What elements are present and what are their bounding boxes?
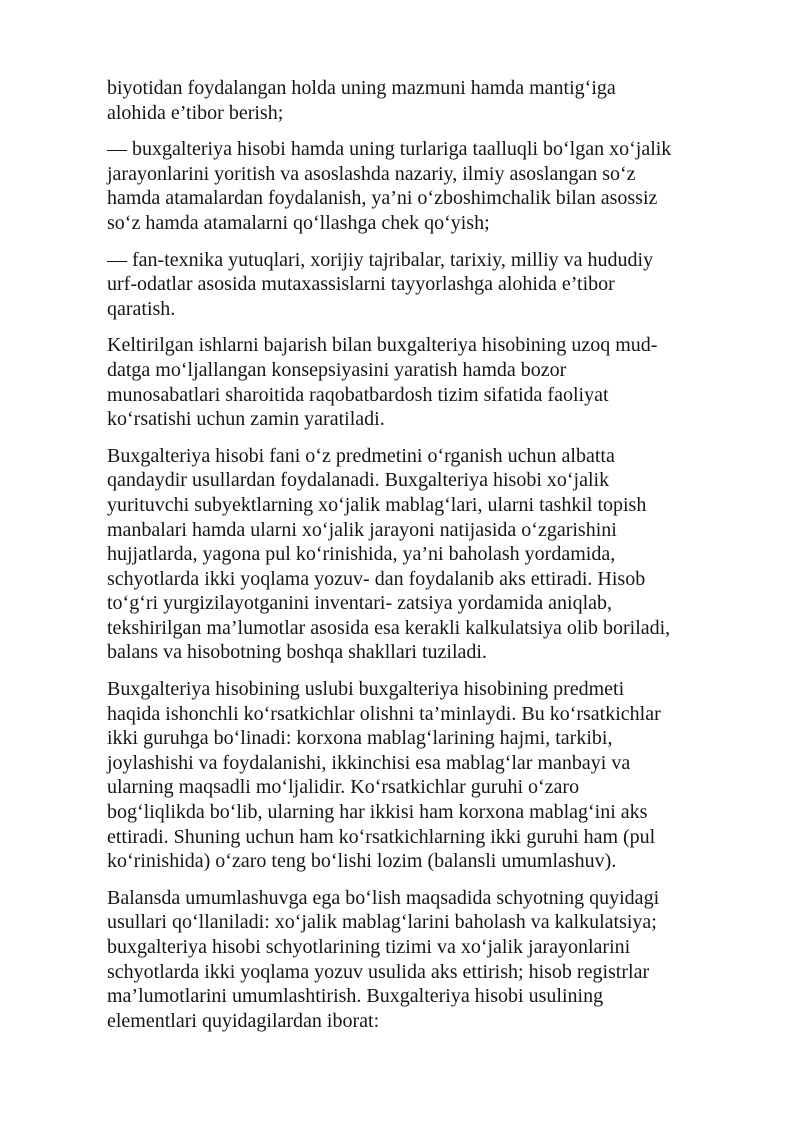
document-page [107, 76, 713, 1045]
text-line: usullari qo‘llaniladi: xo‘jalik mablag‘larini baholash va kalkulatsiya; [107, 911, 657, 934]
paragraph [107, 444, 713, 665]
text-line: hujjatlarda, yagona pul ko‘rinishida, ya’ni baholash yordamida, [107, 543, 616, 566]
text-line: Buxgalteriya hisobi fani o‘z predmetini o‘rganish uchun albatta [107, 444, 615, 467]
text-line: munosabatlari sharoitida raqobatbardosh tizim sifatida faoliyat [107, 383, 609, 406]
text-line: so‘z hamda atamalarni qo‘llashga chek qo‘yish; [107, 211, 490, 234]
text-line: qaratish. [107, 297, 176, 320]
text-line: ma’lumotlarini umumlashtirish. Buxgalteriya hisobi usulining [107, 985, 604, 1008]
paragraph [107, 248, 713, 322]
text-line: alohida e’tibor berish; [107, 101, 284, 124]
text-line: ettiradi. Shuning uchun ham ko‘rsatkichlarning ikki guruhi ham (pul [107, 825, 656, 848]
text-line: Balansda umumlashuvga ega bo‘lish maqsadida schyotning quyidagi [107, 886, 660, 909]
text-line: buxgalteriya hisobi schyotlarining tizimi va xo‘jalik jarayonlarini [107, 936, 631, 958]
text-line: Buxgalteriya hisobining uslubi buxgalteriya hisobining predmeti [107, 678, 625, 701]
paragraph [107, 677, 713, 874]
paragraph [107, 886, 713, 1034]
text-line: ularning maqsadli mo‘ljalidir. Ko‘rsatkichlar guruhi o‘zaro [107, 776, 580, 799]
text-line: — buxgalteriya hisobi hamda uning turlariga taalluqli bo‘lgan xo‘jalik [107, 138, 672, 161]
text-line: qandaydir usullardan foydalanadi. Buxgalteriya hisobi xo‘jalik [107, 469, 610, 492]
text-line: ikki guruhga bo‘linadi: korxona mablag‘larining hajmi, tarkibi, [107, 727, 613, 750]
text-line: hamda atamalardan foydalanish, ya’ni o‘zboshimchalik bilan asossiz [107, 187, 658, 210]
paragraph [107, 333, 713, 431]
text-line: ko‘rinishida) o‘zaro teng bo‘lishi lozim (balansli umumlashuv). [107, 850, 617, 873]
text-line: jarayonlarini yoritish va asoslashda nazariy, ilmiy asoslangan so‘z [107, 162, 636, 185]
text-line: elementlari quyidagilardan iborat: [107, 1009, 380, 1032]
text-line: to‘g‘ri yurgizilayotganini inventari- zatsiya yordamida aniqlab, [107, 592, 613, 615]
text-line: balans va hisobotning boshqa shakllari tuziladi. [107, 641, 487, 664]
text-line: schyotlarda ikki yoqlama yozuv- dan foydalanib aks ettiradi. Hisob [107, 567, 646, 590]
text-line: Keltirilgan ishlarni bajarish bilan buxgalteriya hisobining uzoq mud- [107, 334, 658, 357]
text-line: bog‘liqlikda bo‘lib, ularning har ikkisi ham korxona mablag‘ini aks [107, 801, 648, 824]
text-line: — fan-texnika yutuqlari, xorijiy tajribalar, tarixiy, milliy va hududiy [107, 248, 654, 271]
text-line: schyotlarda ikki yoqlama yozuv usulida aks ettirish; hisob registrlar [107, 960, 650, 983]
text-line: tekshirilgan ma’lumotlar asosida esa kerakli kalkulatsiya olib boriladi, [107, 616, 671, 639]
text-line: datga mo‘ljallangan konsepsiyasini yaratish hamda bozor [107, 358, 567, 381]
paragraph [107, 76, 713, 125]
text-line: ko‘rsatishi uchun zamin yaratiladi. [107, 408, 385, 431]
text-line: urf-odatlar asosida mutaxassislarni tayyorlashga alohida e’tibor [107, 273, 615, 296]
text-line: haqida ishonchli ko‘rsatkichlar olishni ta’minlaydi. Bu ko‘rsatkichlar [107, 702, 661, 725]
text-line: joylashishi va foydalanishi, ikkinchisi esa mablag‘lar manbayi va [107, 751, 631, 774]
paragraph [107, 137, 713, 235]
text-line: biyotidan foydalangan holda uning mazmuni hamda mantig‘iga [107, 77, 616, 99]
text-line: manbalari hamda ularni xo‘jalik jarayoni natijasida o‘zgarishini [107, 518, 617, 541]
text-line: yurituvchi subyektlarning xo‘jalik mablag‘lari, ularni tashkil topish [107, 493, 647, 516]
